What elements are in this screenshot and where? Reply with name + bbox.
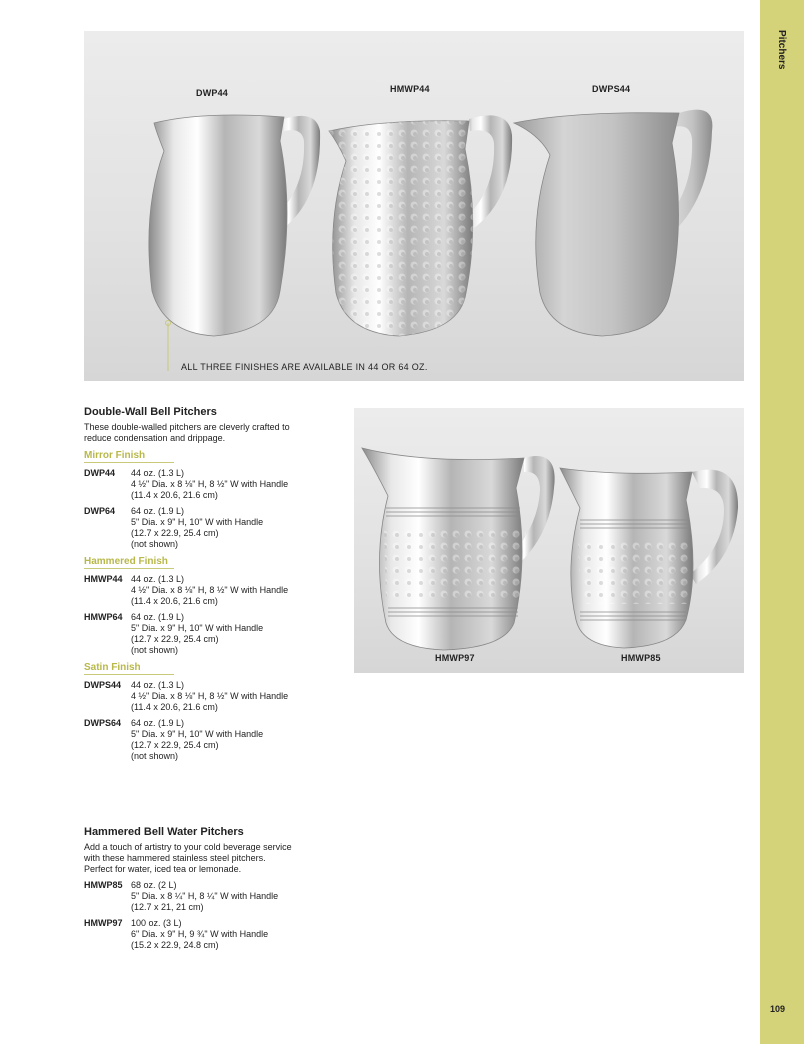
product-item: [84, 718, 344, 762]
pitcher-hmwp44: [329, 115, 512, 336]
hammered-bell-section: [84, 826, 344, 951]
product-line: 64 oz. (1.9 L): [131, 612, 185, 622]
product-line: 44 oz. (1.3 L): [131, 574, 185, 584]
double-wall-title: Double-Wall Bell Pitchers: [84, 406, 217, 418]
top-product-photo: [84, 31, 744, 381]
product-line: (11.4 x 20.6, 21.6 cm): [131, 702, 218, 712]
double-wall-desc-1: These double-walled pitchers are cleverly crafted to: [84, 422, 290, 432]
hammered-bell-desc-3: Perfect for water, iced tea or lemonade.: [84, 864, 242, 874]
double-wall-desc-2: reduce condensation and drippage.: [84, 433, 226, 443]
product-line: 5" Dia. x 9" H, 10" W with Handle: [131, 729, 264, 739]
section-sidebar: [760, 0, 804, 1044]
product-code: DWPS64: [84, 718, 122, 728]
double-wall-section: [84, 406, 344, 762]
product-item: [84, 880, 344, 913]
product-line: (12.7 x 21, 21 cm): [131, 902, 204, 912]
product-code: HMWP44: [84, 574, 123, 584]
product-line: 64 oz. (1.9 L): [131, 718, 185, 728]
product-code: HMWP97: [84, 918, 123, 928]
product-line: (not shown): [131, 645, 179, 655]
label-hmwp85: HMWP85: [621, 653, 661, 663]
product-line: 64 oz. (1.9 L): [131, 506, 185, 516]
product-item: [84, 918, 344, 951]
sidebar-title: Pitchers: [776, 30, 787, 70]
product-line: 4 ½" Dia. x 8 ⅛" H, 8 ½" W with Handle: [131, 479, 289, 489]
product-code: DWP44: [84, 468, 116, 478]
label-hmwp97: HMWP97: [435, 653, 475, 663]
hammered-pitcher-illustrations: [354, 408, 744, 673]
product-code: HMWP64: [84, 612, 123, 622]
product-line: (12.7 x 22.9, 25.4 cm): [131, 528, 219, 538]
product-item: [84, 506, 344, 550]
group-title: Hammered Finish: [84, 556, 174, 569]
pitcher-dwp44: [149, 115, 320, 336]
hammered-bell-desc-2: with these hammered stainless steel pitchers.: [84, 853, 266, 863]
product-line: (11.4 x 20.6, 21.6 cm): [131, 490, 218, 500]
product-item: [84, 574, 344, 607]
product-item: [84, 680, 344, 713]
product-line: 68 oz. (2 L): [131, 880, 177, 890]
group-hammered-finish: [84, 550, 344, 656]
product-line: 100 oz. (3 L): [131, 918, 182, 928]
product-line: 44 oz. (1.3 L): [131, 680, 185, 690]
page-number: 109: [770, 1004, 786, 1014]
product-code: HMWP85: [84, 880, 123, 890]
group-satin-finish: [84, 656, 344, 762]
label-hmwp44: HMWP44: [390, 84, 430, 94]
product-line: 5" Dia. x 9" H, 10" W with Handle: [131, 623, 264, 633]
product-line: 4 ½" Dia. x 8 ⅛" H, 8 ½" W with Handle: [131, 691, 289, 701]
product-line: (15.2 x 22.9, 24.8 cm): [131, 940, 219, 950]
pitcher-dwps44: [514, 110, 712, 336]
product-item: [84, 612, 344, 656]
pitcher-hmwp85: [560, 468, 738, 648]
product-line: 5" Dia. x 8 ¼" H, 8 ¼" W with Handle: [131, 891, 279, 901]
product-line: (not shown): [131, 539, 179, 549]
product-code: DWPS44: [84, 680, 122, 690]
product-item: [84, 468, 344, 501]
hammered-pitchers-photo: [354, 408, 744, 673]
pitcher-hmwp97: [362, 448, 555, 650]
product-line: 5" Dia. x 9" H, 10" W with Handle: [131, 517, 264, 527]
hammered-bell-desc-1: Add a touch of artistry to your cold beverage service: [84, 842, 292, 852]
label-dwps44: DWPS44: [592, 84, 631, 94]
group-title: Mirror Finish: [84, 450, 174, 463]
product-line: 44 oz. (1.3 L): [131, 468, 185, 478]
product-line: (not shown): [131, 751, 179, 761]
product-code: DWP64: [84, 506, 116, 516]
product-line: 4 ½" Dia. x 8 ⅛" H, 8 ½" W with Handle: [131, 585, 289, 595]
product-line: (12.7 x 22.9, 25.4 cm): [131, 740, 219, 750]
hammered-bell-title: Hammered Bell Water Pitchers: [84, 826, 244, 838]
sidebar-title-wrap: [776, 30, 804, 70]
group-mirror-finish: [84, 444, 344, 550]
product-line: 6" Dia. x 9" H, 9 ¾" W with Handle: [131, 929, 269, 939]
product-line: (11.4 x 20.6, 21.6 cm): [131, 596, 218, 606]
finishes-note: ALL THREE FINISHES ARE AVAILABLE IN 44 OR 64 OZ.: [181, 362, 428, 372]
label-dwp44: DWP44: [196, 88, 229, 98]
product-line: (12.7 x 22.9, 25.4 cm): [131, 634, 219, 644]
group-title: Satin Finish: [84, 662, 174, 675]
